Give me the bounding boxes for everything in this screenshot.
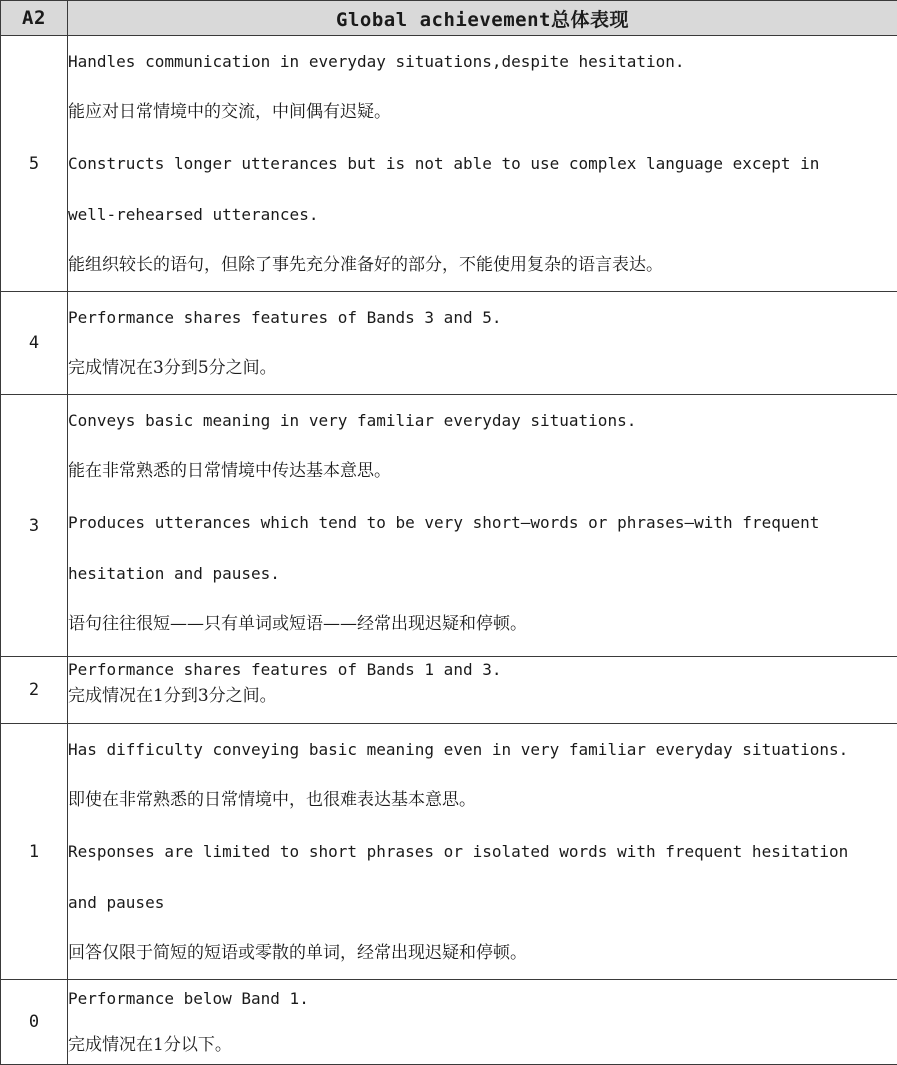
band-score: 1 bbox=[1, 724, 68, 980]
band-row-4 bbox=[1, 292, 897, 395]
band-score: 2 bbox=[1, 657, 68, 724]
descriptor-en: hesitation and pauses. bbox=[68, 548, 897, 599]
descriptor-zh: 能组织较长的语句，但除了事先充分准备好的部分，不能使用复杂的语言表达。 bbox=[68, 240, 897, 291]
band-description bbox=[68, 292, 897, 395]
band-score: 5 bbox=[1, 36, 68, 292]
descriptor-zh: 完成情况在1分以下。 bbox=[68, 1022, 897, 1064]
descriptor-zh: 完成情况在1分到3分之间。 bbox=[68, 683, 897, 709]
band-score: 4 bbox=[1, 292, 68, 395]
descriptor-en: Performance shares features of Bands 1 and 3. bbox=[68, 657, 897, 683]
descriptor-en: Produces utterances which tend to be very short—words or phrases—with frequent bbox=[68, 497, 897, 548]
header-row bbox=[1, 1, 897, 36]
descriptor-en: Performance below Band 1. bbox=[68, 980, 897, 1022]
descriptor-zh: 能应对日常情境中的交流，中间偶有迟疑。 bbox=[68, 87, 897, 138]
global-achievement-header: Global achievement总体表现 bbox=[68, 1, 897, 36]
descriptor-en: Has difficulty conveying basic meaning even in very familiar everyday situations. bbox=[68, 724, 897, 775]
descriptor-en: and pauses bbox=[68, 877, 897, 928]
descriptor-zh: 即使在非常熟悉的日常情境中，也很难表达基本意思。 bbox=[68, 775, 897, 826]
descriptor-en: well-rehearsed utterances. bbox=[68, 189, 897, 240]
descriptor-en: Performance shares features of Bands 3 and 5. bbox=[68, 292, 897, 343]
level-header: A2 bbox=[1, 1, 68, 36]
band-row-3 bbox=[1, 395, 897, 657]
band-score: 0 bbox=[1, 980, 68, 1065]
descriptor-zh: 语句往往很短——只有单词或短语——经常出现迟疑和停顿。 bbox=[68, 599, 897, 650]
band-row-0 bbox=[1, 980, 897, 1065]
band-row-5 bbox=[1, 36, 897, 292]
band-description bbox=[68, 395, 897, 657]
band-description bbox=[68, 724, 897, 980]
descriptor-zh: 能在非常熟悉的日常情境中传达基本意思。 bbox=[68, 446, 897, 497]
descriptor-zh: 回答仅限于简短的短语或零散的单词，经常出现迟疑和停顿。 bbox=[68, 928, 897, 979]
descriptor-en: Conveys basic meaning in very familiar everyday situations. bbox=[68, 395, 897, 446]
descriptor-en: Responses are limited to short phrases or isolated words with frequent hesitation bbox=[68, 826, 897, 877]
descriptor-zh: 完成情况在3分到5分之间。 bbox=[68, 343, 897, 394]
band-row-1 bbox=[1, 724, 897, 980]
band-description bbox=[68, 657, 897, 724]
descriptor-en: Handles communication in everyday situations,despite hesitation. bbox=[68, 36, 897, 87]
band-score: 3 bbox=[1, 395, 68, 657]
band-row-2 bbox=[1, 657, 897, 724]
band-description bbox=[68, 980, 897, 1065]
band-description bbox=[68, 36, 897, 292]
descriptor-en: Constructs longer utterances but is not able to use complex language except in bbox=[68, 138, 897, 189]
